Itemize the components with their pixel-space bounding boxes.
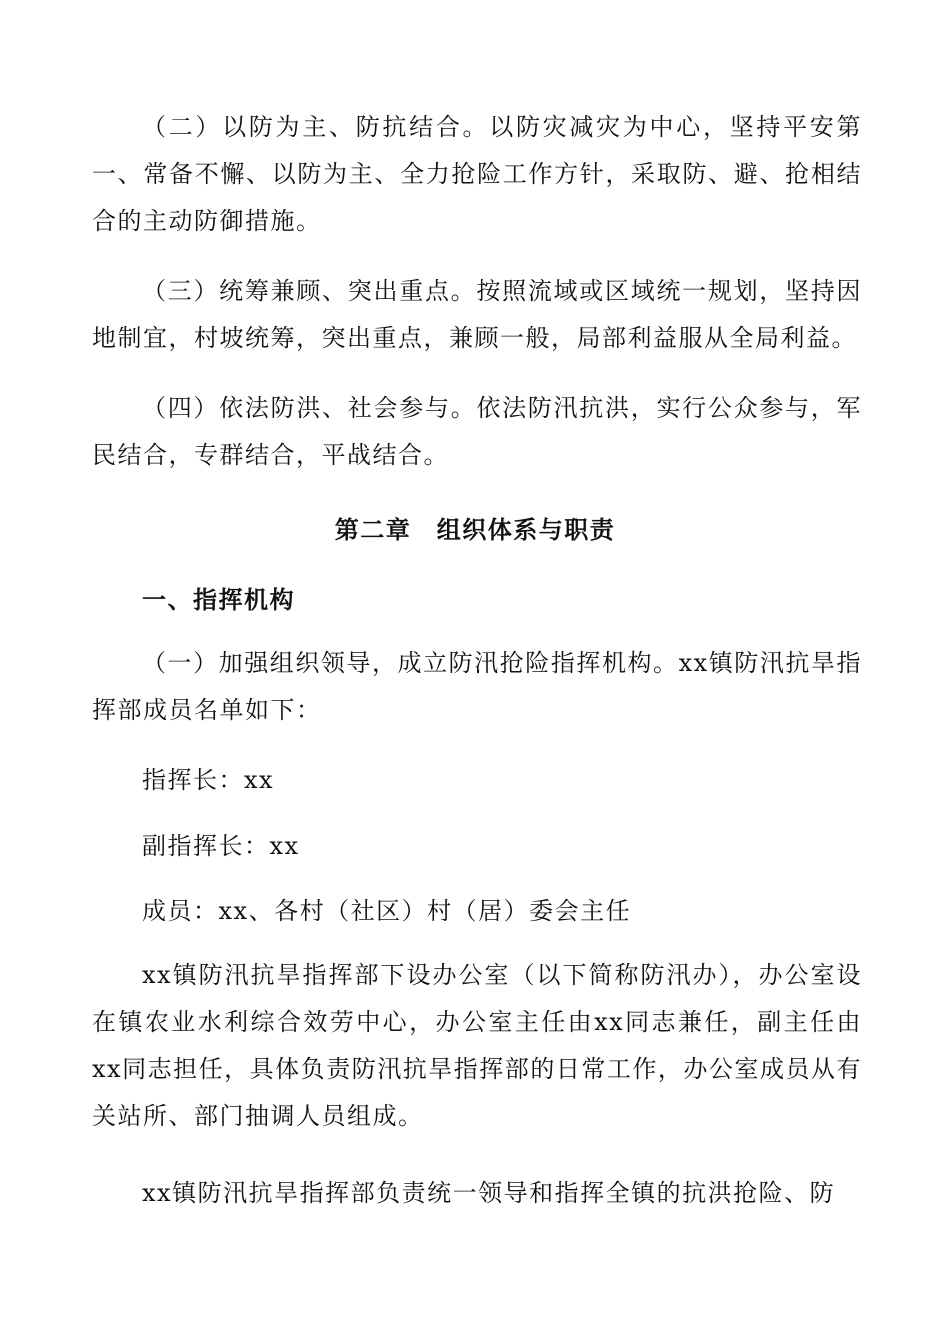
chapter-title: 第二章 组织体系与职责 (334, 516, 616, 544)
paragraph-org-intro: （一）加强组织领导，成立防汛抢险指挥机构。xx镇防汛抗旱指挥部成员名单如下： (92, 649, 862, 724)
paragraph-office: xx镇防汛抗旱指挥部下设办公室（以下简称防汛办），办公室设在镇农业水利综合效劳中心，办公室主任由xx同志兼任，副主任由xx同志担任，具体负责防汛抗旱指挥部的日常工作，办公室成员从有关站所、部门抽调人员组成。 (92, 961, 862, 1130)
paragraph-principle-4: （四）依法防洪、社会参与。依法防汛抗洪，实行公众参与，军民结合，专群结合，平战结合。 (92, 394, 862, 469)
commander-line: 指挥长：xx (142, 766, 275, 794)
members-line: 成员：xx、各村（社区）村（居）委会主任 (142, 897, 632, 925)
paragraph-duty: xx镇防汛抗旱指挥部负责统一领导和指挥全镇的抗洪抢险、防 (142, 1179, 836, 1207)
paragraph-principle-3: （三）统筹兼顾、突出重点。按照流域或区域统一规划，坚持因地制宜，村坡统筹，突出重点，兼顾一般，局部利益服从全局利益。 (92, 277, 862, 352)
section-title: 一、指挥机构 (142, 586, 295, 614)
paragraph-principle-2: （二）以防为主、防抗结合。以防灾减灾为中心，坚持平安第一、常备不懈、以防为主、全力抢险工作方针，采取防、避、抢相结合的主动防御措施。 (92, 113, 862, 235)
deputy-commander-line: 副指挥长：xx (142, 832, 300, 860)
